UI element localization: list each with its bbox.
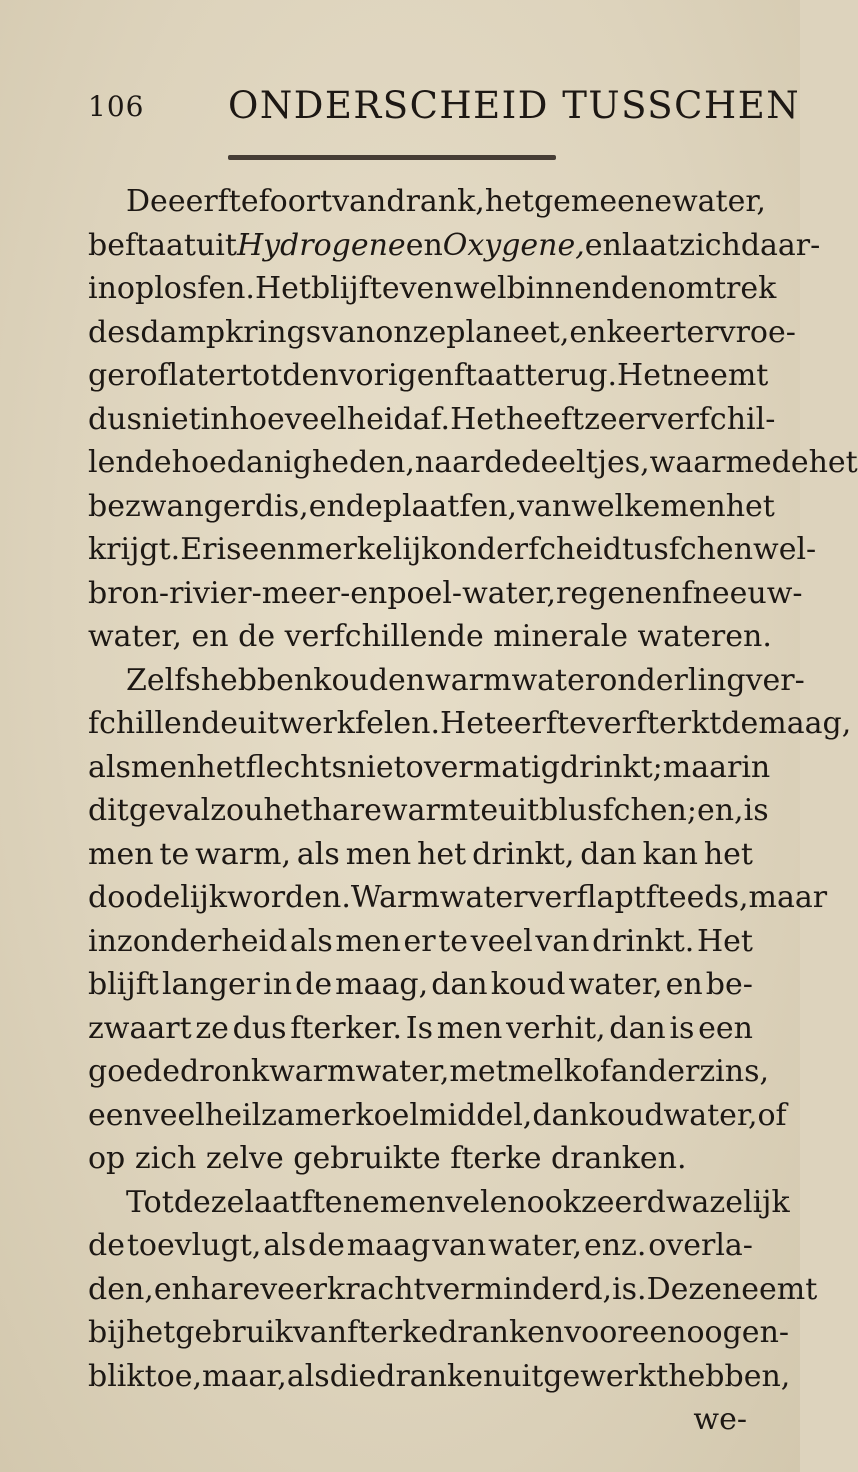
word: en xyxy=(569,314,607,350)
body-text xyxy=(88,180,858,1442)
word: Tot xyxy=(126,1184,174,1220)
word: dronk xyxy=(179,1054,270,1089)
word: keert xyxy=(606,314,687,350)
word: koud xyxy=(490,967,566,1002)
word: koud xyxy=(588,1097,664,1133)
word: Er xyxy=(180,532,217,567)
word: het xyxy=(417,836,467,872)
word: gebruikte xyxy=(293,1141,441,1176)
word: zich xyxy=(134,1141,197,1176)
word: inzonderheid xyxy=(88,923,288,959)
text-line xyxy=(88,876,828,920)
word: een xyxy=(631,1315,687,1350)
word: heilzamer xyxy=(204,1097,356,1133)
word: en xyxy=(405,227,443,263)
text-line xyxy=(88,963,753,1007)
text-line xyxy=(88,1137,753,1181)
word: tot xyxy=(240,358,283,393)
word: toevlugt, xyxy=(126,1228,262,1263)
word: ger xyxy=(88,358,140,393)
word: onderling xyxy=(599,662,746,698)
text-line xyxy=(88,267,777,311)
word: drank, xyxy=(386,184,485,219)
text-line xyxy=(88,1050,770,1094)
word: daar- xyxy=(740,227,821,263)
word: veel xyxy=(142,1097,205,1133)
word: gebruik xyxy=(175,1315,293,1350)
page-header xyxy=(88,84,801,134)
word: anderzins, xyxy=(610,1054,770,1089)
word: de xyxy=(238,619,276,654)
word: maar xyxy=(748,880,828,915)
word: van xyxy=(535,923,590,959)
word: zich xyxy=(679,227,741,263)
word: in xyxy=(741,749,771,785)
text-line xyxy=(88,224,821,268)
word: plaatfen, xyxy=(382,488,518,524)
word: minerale xyxy=(493,619,628,654)
word: de xyxy=(295,967,333,1002)
word: laatfte xyxy=(244,1184,343,1220)
word: warm, xyxy=(195,836,292,872)
word: het xyxy=(725,488,775,524)
word: de xyxy=(307,1228,345,1263)
word: Het xyxy=(440,706,497,741)
word: Het xyxy=(450,401,507,437)
word: fchillende xyxy=(88,706,239,741)
word: is xyxy=(669,1010,695,1046)
word: deze xyxy=(173,1184,245,1220)
word: De xyxy=(126,184,168,219)
word: en xyxy=(665,967,703,1002)
word: regen xyxy=(556,575,645,611)
word: het xyxy=(126,1315,176,1350)
text-line xyxy=(88,789,769,833)
text-line xyxy=(88,528,817,572)
word: warm xyxy=(269,1054,356,1089)
word: wateren. xyxy=(637,619,772,654)
text-line xyxy=(88,833,753,877)
word: deeltjes, xyxy=(521,445,650,480)
text-line xyxy=(88,485,775,529)
word: terug. xyxy=(524,358,618,393)
word: dranken. xyxy=(551,1141,687,1176)
text-line xyxy=(88,1007,753,1051)
word: evenwel xyxy=(381,271,507,306)
word: dranken xyxy=(376,1358,503,1394)
word: er xyxy=(403,923,436,959)
word: ver- xyxy=(745,662,805,698)
word: krijgt. xyxy=(88,532,181,567)
text-line xyxy=(88,311,796,355)
word: poel-water, xyxy=(387,575,557,611)
word: uitwerkfelen. xyxy=(238,706,441,741)
word: verminderd, xyxy=(425,1271,613,1307)
word: Warm xyxy=(350,880,440,915)
word: geval xyxy=(128,793,211,828)
word: verfchil- xyxy=(649,401,776,437)
text-line xyxy=(88,441,858,485)
word: overla- xyxy=(648,1228,753,1263)
word: het xyxy=(484,184,534,219)
word: zeer xyxy=(580,1184,647,1220)
word: fterke xyxy=(347,1315,439,1350)
text-line xyxy=(88,180,766,224)
catchword: we- xyxy=(693,1402,747,1437)
word: blijft xyxy=(88,967,159,1002)
word: de xyxy=(484,445,522,480)
word: vroe- xyxy=(718,314,796,350)
word: ftaat xyxy=(453,358,525,393)
word: uitblusfchen; xyxy=(498,793,697,828)
word: dus xyxy=(232,1010,287,1046)
word: de xyxy=(88,1228,125,1263)
word: op xyxy=(88,1141,126,1176)
word: af. xyxy=(412,401,451,437)
word: water, xyxy=(568,967,663,1002)
word: en xyxy=(350,575,388,611)
word: gemeene xyxy=(533,184,672,219)
word: planeet, xyxy=(446,314,570,350)
word: flechts xyxy=(245,749,347,785)
word: die xyxy=(329,1358,377,1394)
word: bij xyxy=(88,1315,127,1350)
word: als xyxy=(296,836,340,872)
word: in xyxy=(263,967,293,1002)
word: de xyxy=(345,488,383,524)
word: het xyxy=(703,836,753,872)
word: fterke xyxy=(450,1141,542,1176)
word: of xyxy=(581,1054,611,1089)
word: ook xyxy=(526,1184,581,1220)
word: kan xyxy=(642,836,698,872)
word: van xyxy=(517,488,572,524)
word: of xyxy=(757,1097,787,1133)
word: blijft xyxy=(310,271,382,306)
text-line xyxy=(88,572,803,616)
word: en, xyxy=(696,793,744,828)
word: velen xyxy=(445,1184,527,1220)
word: is, xyxy=(274,488,309,524)
word: te xyxy=(159,836,190,872)
text-line xyxy=(88,1268,818,1312)
word: verfchillende xyxy=(284,619,484,654)
word: voor xyxy=(564,1315,632,1350)
word: den xyxy=(611,271,668,306)
word: maag xyxy=(346,1228,431,1263)
word: drinkt; xyxy=(559,749,663,785)
word: binnen xyxy=(506,271,612,306)
word: en xyxy=(584,227,622,263)
word: van xyxy=(292,1315,348,1350)
word: dit xyxy=(88,793,129,828)
word: den, xyxy=(88,1271,154,1307)
word: als xyxy=(88,749,131,785)
word: hoeveelheid xyxy=(229,401,413,437)
word: met xyxy=(449,1054,508,1089)
word: waarmede xyxy=(649,445,809,480)
word: tusfchen xyxy=(621,532,754,567)
word: heeft xyxy=(506,401,585,437)
word: als xyxy=(286,1358,330,1394)
header-rule xyxy=(228,155,556,160)
word: goede xyxy=(88,1054,180,1089)
text-line xyxy=(88,615,772,659)
word: dus xyxy=(88,401,142,437)
word: den xyxy=(282,358,339,393)
page-number: 106 xyxy=(88,90,145,123)
word: maag, xyxy=(758,706,852,741)
word: nemen xyxy=(342,1184,446,1220)
word: eerfte xyxy=(496,706,587,741)
word: fteeds, xyxy=(645,880,749,915)
word: uitgewerkt xyxy=(502,1358,669,1394)
word: is xyxy=(743,793,769,828)
word: en xyxy=(153,1271,191,1307)
word: later xyxy=(168,358,241,393)
word: drinkt. xyxy=(592,923,695,959)
word: vorigen xyxy=(338,358,454,393)
word: dan xyxy=(431,967,488,1002)
word: water, xyxy=(488,1228,583,1263)
word: Het xyxy=(617,358,674,393)
word: doodelijk xyxy=(88,880,227,915)
word: be- xyxy=(705,967,753,1002)
word: niet xyxy=(141,401,201,437)
word: is xyxy=(216,532,242,567)
word: toe, xyxy=(144,1358,202,1394)
word: bezwangerd xyxy=(88,488,275,524)
text-line xyxy=(88,920,753,964)
word: men xyxy=(335,923,401,959)
text-line xyxy=(88,1181,790,1225)
word: het xyxy=(263,793,313,828)
word: is. xyxy=(612,1271,647,1307)
word: als xyxy=(289,923,333,959)
word: verhit, xyxy=(506,1010,606,1046)
word: als xyxy=(263,1228,307,1263)
word: Zelfs xyxy=(126,662,201,698)
text-line xyxy=(88,659,805,703)
word: warmte xyxy=(381,793,499,828)
word: uit xyxy=(195,227,237,263)
word: onderfcheid xyxy=(439,532,622,567)
word: en xyxy=(644,575,682,611)
word: de xyxy=(721,706,759,741)
text-line xyxy=(88,746,771,790)
word: water, xyxy=(88,619,182,654)
word: welke xyxy=(571,488,661,524)
word: water, xyxy=(663,1097,758,1133)
word: koud xyxy=(313,662,389,698)
word: dampkrings xyxy=(140,314,322,350)
word: wel- xyxy=(753,532,817,567)
word: maar xyxy=(662,749,742,785)
word: Het xyxy=(696,923,753,959)
word: Oxygene, xyxy=(442,227,585,263)
word: er xyxy=(686,314,719,350)
word: veel xyxy=(470,923,533,959)
word: zwaart xyxy=(88,1010,192,1046)
word: merkelijk xyxy=(296,532,440,567)
word: koelmiddel, xyxy=(355,1097,533,1133)
word: water xyxy=(439,880,528,915)
word: dan xyxy=(532,1097,589,1133)
word: meer- xyxy=(261,575,351,611)
text-line xyxy=(88,702,852,746)
word: rivier- xyxy=(169,575,262,611)
word: zeer xyxy=(584,401,650,437)
word: warm xyxy=(425,662,512,698)
word: men xyxy=(436,1010,503,1046)
word: en xyxy=(388,662,426,698)
word: oogen- xyxy=(686,1315,790,1350)
word: veerkracht xyxy=(260,1271,426,1307)
word: naar xyxy=(414,445,485,480)
word: ze xyxy=(195,1010,229,1046)
word: drinkt, xyxy=(472,836,575,872)
text-line xyxy=(88,1311,790,1355)
word: Het xyxy=(254,271,311,306)
word: een xyxy=(698,1010,753,1046)
word: worden. xyxy=(226,880,351,915)
word: maag, xyxy=(335,967,429,1002)
word: beftaat xyxy=(88,227,196,263)
word: lende xyxy=(88,445,172,480)
word: neemt xyxy=(673,358,769,393)
word: men xyxy=(660,488,726,524)
word: maar, xyxy=(202,1358,287,1394)
text-line xyxy=(88,1224,753,1268)
word: des xyxy=(88,314,141,350)
word: zou xyxy=(210,793,264,828)
word: dan xyxy=(609,1010,666,1046)
word: fneeuw- xyxy=(681,575,803,611)
word: niet xyxy=(346,749,406,785)
word: langer xyxy=(161,967,261,1002)
word: oplosfen. xyxy=(116,271,255,306)
text-line xyxy=(88,1355,791,1399)
text-line xyxy=(88,354,769,398)
word: en xyxy=(191,619,229,654)
word: water, xyxy=(671,184,766,219)
word: hebben xyxy=(200,662,314,698)
word: foort xyxy=(258,184,333,219)
word: in xyxy=(88,271,117,306)
word: het xyxy=(808,445,858,480)
word: van xyxy=(432,1228,487,1263)
word: neemt xyxy=(721,1271,818,1307)
word: omtrek xyxy=(667,271,777,306)
word: onze xyxy=(375,314,447,350)
word: een xyxy=(241,532,297,567)
word: Deze xyxy=(646,1271,722,1307)
word: enz. xyxy=(583,1228,647,1263)
word: en xyxy=(308,488,346,524)
text-line xyxy=(88,1094,787,1138)
word: van xyxy=(321,314,376,350)
word: hoedanigheden, xyxy=(171,445,415,480)
word: of xyxy=(139,358,169,393)
word: een xyxy=(88,1097,143,1133)
word: water xyxy=(511,662,600,698)
word: van xyxy=(332,184,387,219)
word: fterker. xyxy=(290,1010,403,1046)
word: dwazelijk xyxy=(646,1184,790,1220)
word: verfterkt xyxy=(586,706,722,741)
word: overmatig xyxy=(405,749,560,785)
word: het xyxy=(196,749,246,785)
word: Is xyxy=(405,1010,434,1046)
running-head: ONDERSCHEID TUSSCHEN xyxy=(228,84,801,127)
word: blik xyxy=(88,1358,145,1394)
word: te xyxy=(438,923,469,959)
word: in xyxy=(200,401,230,437)
word: bron- xyxy=(88,575,170,611)
word: dan xyxy=(580,836,637,872)
word: zelve xyxy=(205,1141,284,1176)
word: hare xyxy=(190,1271,261,1307)
word: men xyxy=(88,836,154,872)
word: hare xyxy=(312,793,382,828)
word: melk xyxy=(507,1054,582,1089)
word: eerfte xyxy=(167,184,259,219)
text-line xyxy=(88,398,776,442)
word: men xyxy=(130,749,197,785)
word: Hydrogene xyxy=(236,227,406,263)
word: dranken xyxy=(438,1315,565,1350)
word: verflapt xyxy=(527,880,646,915)
catchword-line xyxy=(88,1398,753,1442)
word: laat xyxy=(621,227,680,263)
word: hebben, xyxy=(668,1358,791,1394)
word: water, xyxy=(355,1054,450,1089)
word: men xyxy=(345,836,412,872)
